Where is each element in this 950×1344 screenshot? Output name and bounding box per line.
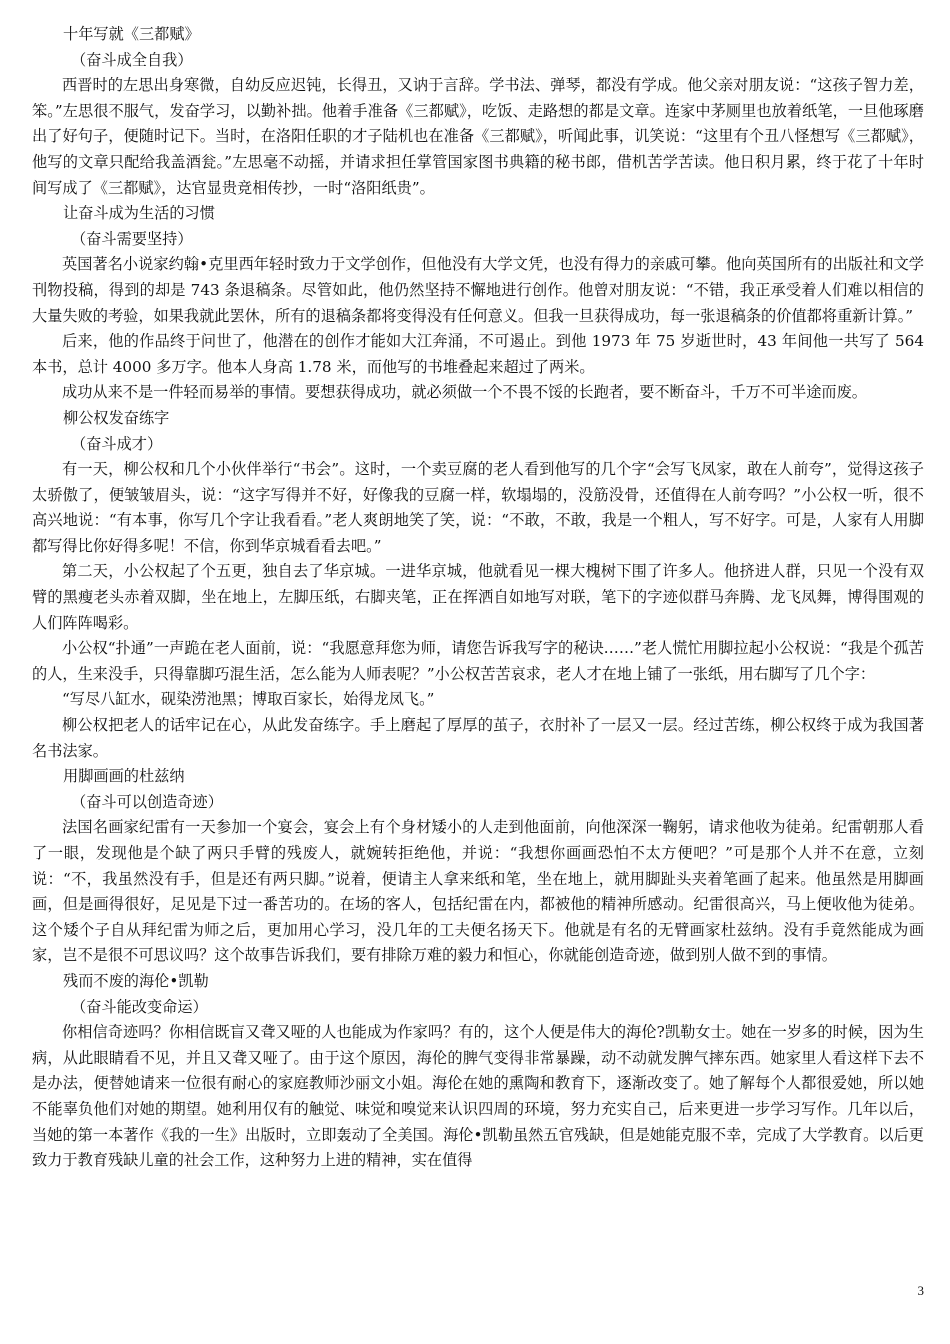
paragraph: 英国著名小说家约翰•克里西年轻时致力于文学创作，但他没有大学文凭，也没有得力的亲戚可攀。他向英国所有的出版社和文学刊物投稿，得到的却是 743 条退稿条。尽管如此，他仍然坚持不懈地进行创作。他曾对朋友说：“不错，我正承受着人们难以相信的大量失败的考验，如果我就此罢休，所有的退稿条都将变得没有任何意义。但我一旦获得成功，每一张退稿条的价值都将重新计算。” [32,255,924,325]
quote-paragraph: “写尽八缸水，砚染涝池黑；博取百家长，始得龙凤飞。” [62,690,435,709]
paragraph: 成功从来不是一件轻而易举的事情。要想获得成功，就必须做一个不畏不馁的长跑者，要不断奋斗，千万不可半途而废。 [62,383,867,402]
section-title: 让奋斗成为生活的习惯 [63,204,215,223]
paragraph: 你相信奇迹吗？你相信既盲又聋又哑的人也能成为作家吗？有的，这个人便是伟大的海伦?凯勒女士。她在一岁多的时候，因为生病，从此眼睛看不见，并且又聋又哑了。由于这个原因，海伦的脾气变得非常暴躁，动不动就发脾气摔东西。她家里人看这样下去不是办法，便替她请来一位很有耐心的家庭教师沙丽文小姐。海伦在她的熏陶和教育下，逐渐改变了。她了解每个人都很爱她，所以她不能辜负他们对她的期望。她利用仅有的触觉、味觉和嗅觉来认识四周的环境，努力充实自己，后来更进一步学习写作。几年以后，当她的第一本著作《我的一生》出版时，立即轰动了全美国。海伦•凯勒虽然五官残缺，但是她能克服不幸，完成了大学教育。以后更致力于教育残缺儿童的社会工作，这种努力上进的精神，实在值得 [32,1023,924,1170]
section-liu-gongquan [32,406,924,764]
section-john-creasey [32,201,924,406]
section-duzner [32,764,924,969]
section-subtitle: （奋斗能改变命运） [71,997,208,1016]
section-subtitle: （奋斗可以创造奇迹） [71,792,223,811]
section-subtitle: （奋斗需要坚持） [71,229,193,248]
section-title: 用脚画画的杜兹纳 [63,767,185,786]
section-title: 十年写就《三都赋》 [63,25,200,43]
paragraph: 后来，他的作品终于问世了，他潜在的创作才能如大江奔涌，不可遏止。到他 1973 年 75 岁逝世时，43 年间他一共写了 564 本书，总计 4000 多万字。他本人身高 1.78 米，而他写的书堆叠起来超过了两米。 [32,332,924,376]
page-number: 3 [917,1283,924,1298]
paragraph: 法国名画家纪雷有一天参加一个宴会，宴会上有个身材矮小的人走到他面前，向他深深一鞠躬，请求他收为徒弟。纪雷朝那人看了一眼，发现他是个缺了两只手臂的残废人，就婉转拒绝他，并说：“我想你画画恐怕不太方便吧？”可是那个人并不在意，立刻说：“不，我虽然没有手，但是还有两只脚。”说着，便请主人拿来纸和笔，坐在地上，就用脚趾头夹着笔画了起来。他虽然是用脚画画，但是画得很好，足见是下过一番苦功的。在场的客人，包括纪雷在内，都被他的精神所感动。纪雷很高兴，马上便收他为徒弟。这个矮个子自从拜纪雷为师之后，更加用心学习，没几年的工夫便名扬天下。他就是有名的无臂画家杜兹纳。没有手竟然能成为画家，岂不是很不可思议吗？这个故事告诉我们，要有排除万难的毅力和恒心，你就能创造奇迹，做到别人做不到的事情。 [32,818,924,965]
section-title: 残而不废的海伦•凯勒 [63,971,209,990]
section-helen-keller [32,969,924,1174]
paragraph: 第二天，小公权起了个五更，独自去了华京城。一进华京城，他就看见一棵大槐树下围了许多人。他挤进人群，只见一个没有双臂的黑瘦老头赤着双脚，坐在地上，左脚压纸，右脚夹笔，正在挥洒自如地写对联，笔下的字迹似群马奔腾、龙飞凤舞，博得围观的人们阵阵喝彩。 [32,562,924,632]
section-subtitle: （奋斗成全自我） [71,50,193,69]
paragraph: 小公权“扑通”一声跪在老人面前，说：“我愿意拜您为师，请您告诉我写字的秘诀……”老人慌忙用脚拉起小公权说：“我是个孤苦的人，生来没手，只得靠脚巧混生活，怎么能为人师表呢？”小公权苦苦哀求，老人才在地上铺了一张纸，用右脚写了几个字： [32,639,924,683]
paragraph: 柳公权把老人的话牢记在心，从此发奋练字。手上磨起了厚厚的茧子，衣肘补了一层又一层。经过苦练，柳公权终于成为我国著名书法家。 [32,716,924,760]
paragraph: 有一天，柳公权和几个小伙伴举行“书会”。这时，一个卖豆腐的老人看到他写的几个字“会写飞凤家，敢在人前夸”，觉得这孩子太骄傲了，便皱皱眉头，说：“这字写得并不好，好像我的豆腐一样，软塌塌的，没筋没骨，还值得在人前夸吗？”小公权一听，很不高兴地说：“有本事，你写几个字让我看看。”老人爽朗地笑了笑，说：“不敢，不敢，我是一个粗人，写不好字。可是，人家有人用脚都写得比你好得多呢！不信，你到华京城看看去吧。” [32,460,924,555]
section-subtitle: （奋斗成才） [71,434,163,453]
section-zuo-si [32,22,924,201]
paragraph: 西晋时的左思出身寒微，自幼反应迟钝，长得丑，又讷于言辞。学书法、弹琴，都没有学成。他父亲对朋友说：“这孩子智力差，笨。”左思很不服气，发奋学习，以勤补拙。他着手准备《三都赋》，吃饭、走路想的都是文章。连家中茅厕里也放着纸笔，一旦他琢磨出了好句子，便随时记下。当时，在洛阳任职的才子陆机也在准备《三都赋》，听闻此事，讥笑说：“这里有个丑八怪想写《三都赋》，他写的文章只配给我盖酒瓮。”左思毫不动摇，并请求担任掌管国家图书典籍的秘书郎，借机苦学苦读。他日积月累，终于花了十年时间写成了《三都赋》，达官显贵竞相传抄，一时“洛阳纸贵”。 [32,76,924,197]
section-title: 柳公权发奋练字 [63,408,170,427]
